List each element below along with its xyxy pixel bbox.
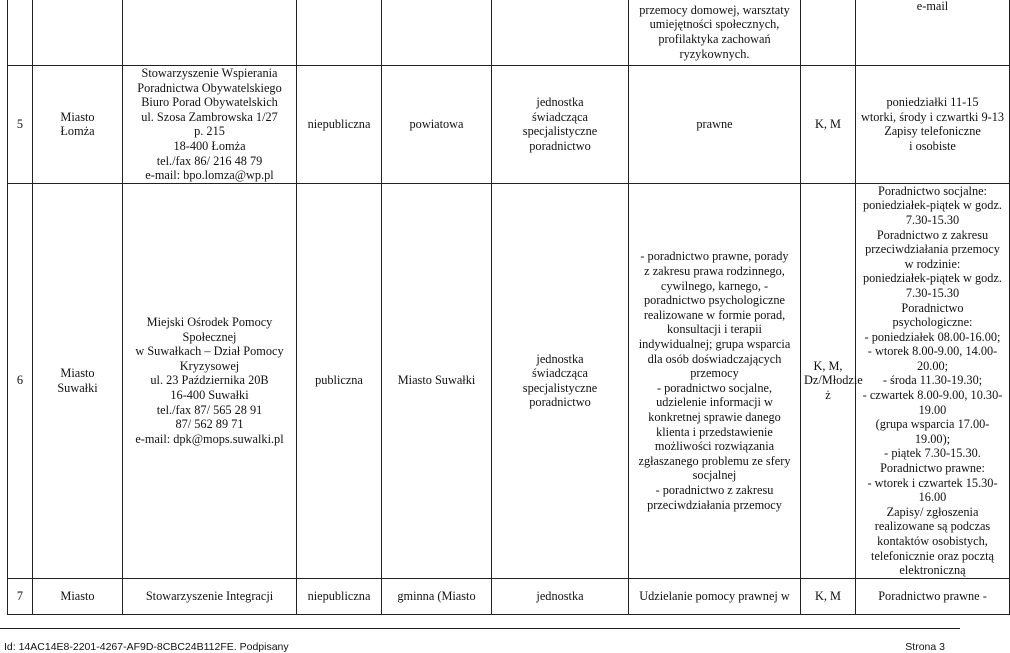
hours-cell: poniedziałki 11-15 wtorki, środy i czwartki 9-13 Zapisy telefoniczne i osobiste [856, 66, 1010, 184]
city-cell: Miasto Łomża [33, 66, 123, 184]
target-cell: K, M [801, 66, 856, 184]
row-number: 6 [8, 183, 33, 578]
institution-cell: Miejski Ośrodek Pomocy Społecznej w Suwałkach – Dział Pomocy Kryzysowej ul. 23 Października 20B 16-400 Suwałki tel./fax 87/ 565 28 91 87/ 562 89 71 e-mail: dpk@mops.suwalki.pl [123, 183, 297, 578]
page-footer [0, 628, 960, 653]
table-row-7 [8, 578, 1010, 614]
target-cell: K, M, Dz/Młodzie ż [801, 183, 856, 578]
table-row-6 [8, 183, 1010, 578]
institution-cell: Stowarzyszenie Wspierania Poradnictwa Obywatelskiego Biuro Porad Obywatelskich ul. Szosa Zambrowska 1/27 p. 215 18-400 Łomża tel./fax 86/ 216 48 79 e-mail: bpo.lomza@wp.pl [123, 66, 297, 184]
target-cell: K, M [801, 578, 856, 614]
type-cell: niepubliczna [297, 66, 382, 184]
services-cell: prawne [629, 66, 801, 184]
level-cell: powiatowa [382, 66, 492, 184]
form-cell: jednostka świadcząca specjalistyczne poradnictwo [492, 183, 629, 578]
level-cell: Miasto Suwałki [382, 183, 492, 578]
services-cell: Udzielanie pomocy prawnej w [629, 578, 801, 614]
hours-cell: Poradnictwo prawne - [856, 578, 1010, 614]
table-row-top-continued [8, 0, 1010, 66]
row-number: 5 [8, 66, 33, 184]
institutions-table [7, 0, 1010, 615]
page-number: Strona 3 [905, 641, 945, 653]
row-number: 7 [8, 578, 33, 614]
city-cell: Miasto [33, 578, 123, 614]
services-cell: przemocy domowej, warsztaty umiejętności społecznych, profilaktyka zachowań ryzykownych. [629, 0, 801, 66]
hours-cell: Poradnictwo socjalne: poniedziałek-piątek w godz. 7.30-15.30 Poradnictwo z zakresu przeciwdziałania przemocy w rodzinie: poniedziałek-piątek w godz. 7.30-15.30 Poradnictwo psychologiczne: - poniedziałek 08.00-16.00; - wtorek 8.00-9.00, 14.00- 20.00; - środa 11.30-19.30; - czwartek 8.00-9.00, 10.30- 19.00 (grupa wsparcia 17.00- 19.00); - piątek 7.30-15.30. Poradnictwo prawne: - wtorek i czwartek 15.30- 16.00 Zapisy/ zgłoszenia realizowane są podczas kontaktów osobistych, telefonicznie oraz pocztą elektroniczną [856, 183, 1010, 578]
form-cell: jednostka [492, 578, 629, 614]
hours-cell: e-mail [856, 0, 1010, 66]
level-cell: gminna (Miasto [382, 578, 492, 614]
services-cell: - poradnictwo prawne, porady z zakresu prawa rodzinnego, cywilnego, karnego, - poradnictwo psychologiczne realizowane w formie porad, konsultacji i terapii indywidualnej; grupa wsparcia dla osób doświadczających przemocy - poradnictwo socjalne, udzielenie informacji w konkretnej sprawie danego klienta i przedstawienie możliwości rozwiązania zgłaszanego problemu ze sfery socjalnej - poradnictwo z zakresu przeciwdziałania przemocy [629, 183, 801, 578]
table-row-5 [8, 66, 1010, 184]
type-cell: niepubliczna [297, 578, 382, 614]
institution-cell: Stowarzyszenie Integracji [123, 578, 297, 614]
city-cell: Miasto Suwałki [33, 183, 123, 578]
document-id: Id: 14AC14E8-2201-4267-AF9D-8CBC24B112FE. Podpisany [4, 641, 289, 653]
form-cell: jednostka świadcząca specjalistyczne poradnictwo [492, 66, 629, 184]
type-cell: publiczna [297, 183, 382, 578]
